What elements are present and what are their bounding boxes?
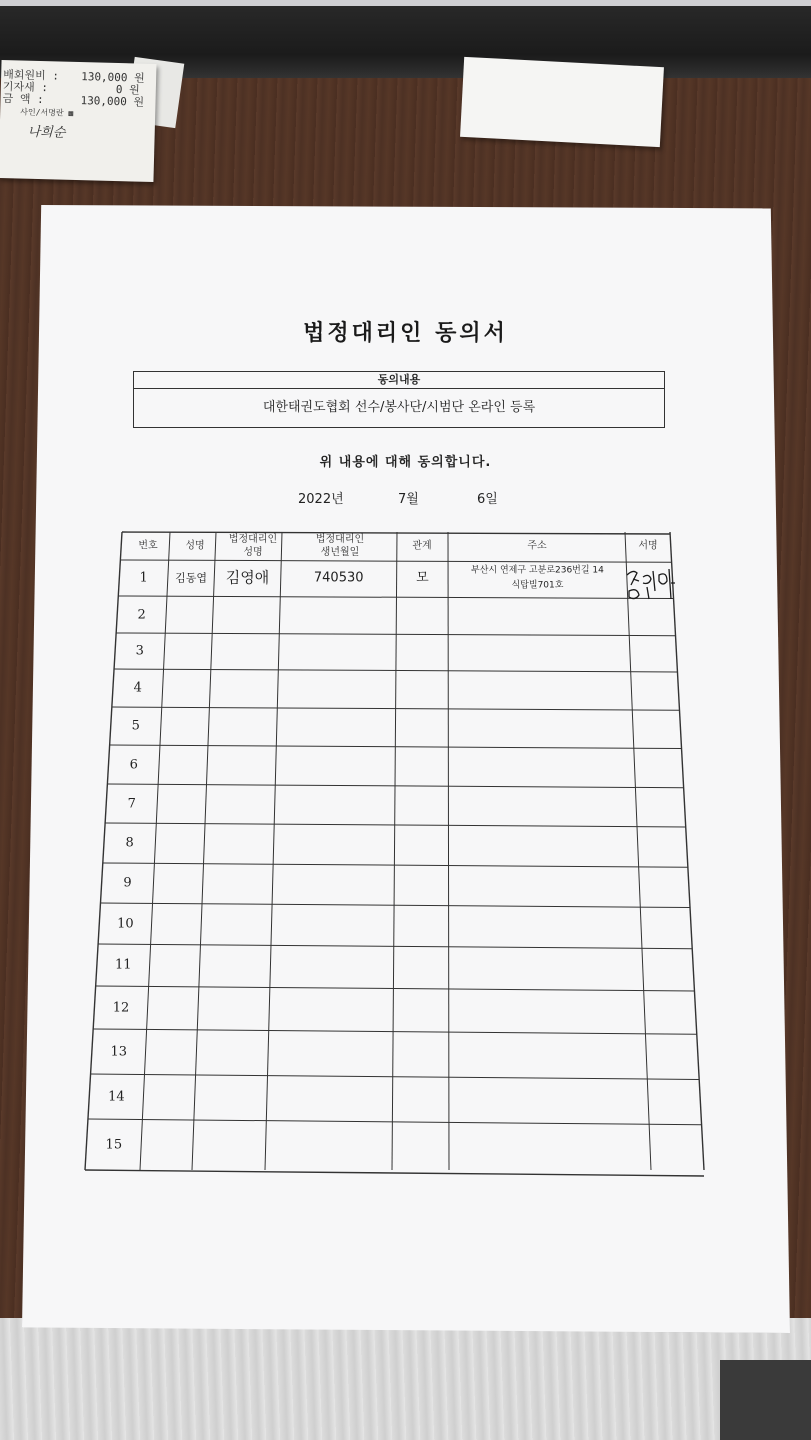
table-row-number: 14 [108, 1089, 125, 1104]
guardian-name: 김영애 [225, 568, 270, 587]
student-name: 김동엽 [175, 571, 207, 585]
table-header-cell: 법정대리인 생년월일 [315, 534, 365, 558]
table-row-number: 7 [127, 796, 136, 811]
relation: 모 [416, 570, 429, 586]
receipt-line: 금 액 : [2, 92, 44, 107]
receipt-line: 기자새 : [2, 80, 49, 95]
table-row-number: 11 [114, 957, 132, 973]
table-header-cell: 성명 [185, 540, 205, 552]
date-day: 6일 [477, 492, 498, 507]
table-row-number: 10 [117, 916, 134, 931]
consent-body: 대한태권도협회 선수/봉사단/시범단 온라인 등록 [262, 400, 536, 415]
consent-header: 동의내용 [134, 372, 664, 389]
table-header-cell: 주소 [527, 540, 547, 552]
table-header-cell: 관계 [412, 540, 432, 552]
table-row-number: 6 [129, 757, 138, 772]
table-row-number: 5 [131, 718, 140, 734]
table-header-cell: 번호 [138, 540, 158, 552]
receipt-line: 배회원비 : [3, 68, 60, 83]
receipt-line: 130,000 원 [80, 94, 145, 109]
date-year: 2022년 [298, 492, 344, 507]
table-row-number: 2 [137, 607, 146, 622]
receipt-line: 0 원 [115, 82, 140, 97]
receipt-signature: 나희순 [27, 124, 66, 141]
table-header-cell: 법정대리인 성명 [228, 534, 278, 558]
table-row-number: 9 [123, 875, 132, 891]
address-line-2: 식탑빌701호 [511, 580, 564, 591]
document-title: 법정대리인 동의서 [303, 321, 508, 346]
table-row-number: 4 [133, 680, 142, 696]
table-row-number: 1 [139, 570, 148, 586]
agreement-statement: 위 내용에 대해 동의합니다. [319, 455, 492, 470]
table-row-number: 8 [125, 835, 134, 851]
table-row-number: 12 [112, 1000, 130, 1015]
table-row-number: 13 [110, 1044, 127, 1059]
table-row-number: 15 [105, 1137, 123, 1152]
guardian-birthdate: 740530 [313, 570, 364, 586]
address-line-1: 부산시 연제구 고분로236번길 14 [471, 565, 604, 576]
receipt-line: 130,000 원 [80, 70, 145, 85]
table-header-cell: 서명 [638, 540, 658, 552]
table-row-number: 3 [135, 643, 144, 659]
date-month: 7월 [398, 492, 419, 507]
receipt-line: 사인/서명란 ▩ [20, 107, 74, 118]
